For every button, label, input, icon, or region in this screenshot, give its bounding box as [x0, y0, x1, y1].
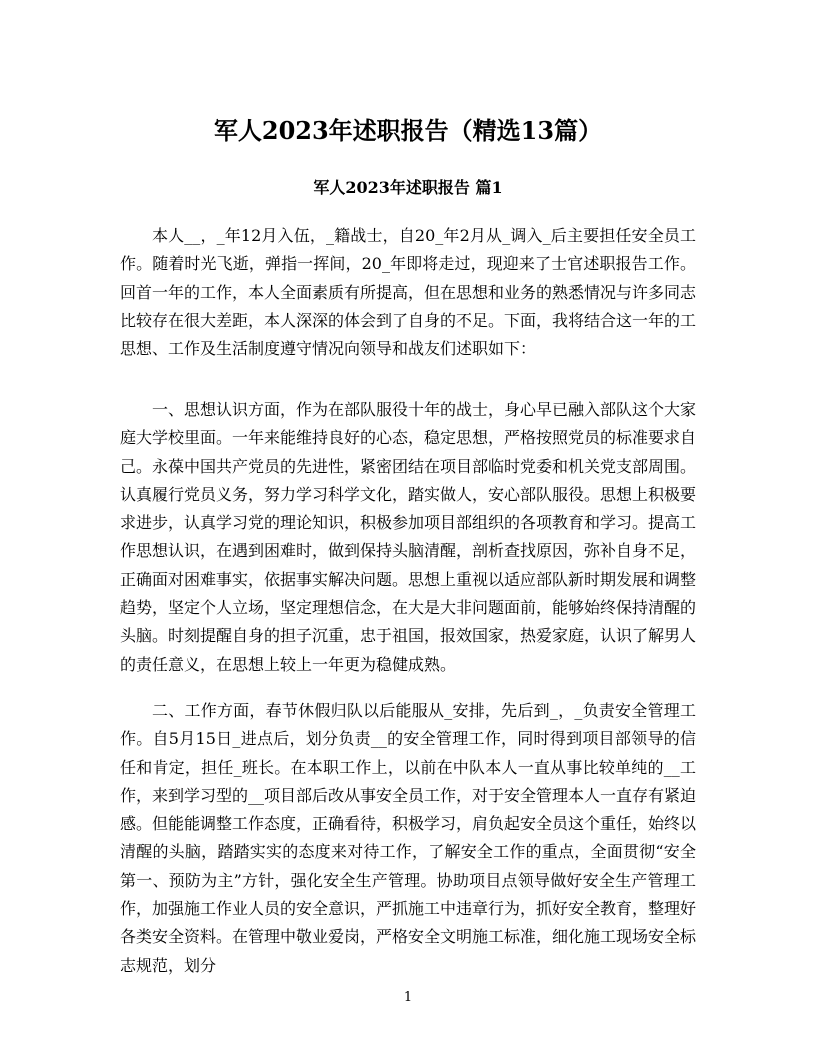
body-paragraph-work: 二、工作方面，春节休假归队以后能服从_安排，先后到_，_负责安全管理工作。自5月15日_进点后，划分负责__的安全管理工作，同时得到项目部领导的信任和肯定，担任_班长。在本职工作上，以前在中队本人一直从事比较单纯的__工作，来到学习型的__项目部后改从事安全员工作，对于安全管理本人一直存有紧迫感。但能能调整工作态度，正确看待，积极学习，肩负起安全员这个重任，始终以清醒的头脑，踏踏实实的态度来对待工作，了解安全工作的重点，全面贯彻“安全第一、预防为主”方针，强化安全生产管理。协助项目点领导做好安全生产管理工作，加强施工作业人员的安全意识，严抓施工中违章行为，抓好安全教育，整理好各类安全资料。在管理中敬业爱岗，严格安全文明施工标准，细化施工现场安全标志规范，划分 [120, 701, 697, 975]
body-paragraph-thought: 一、思想认识方面，作为在部队服役十年的战士，身心早已融入部队这个大家庭大学校里面。一年来能维持良好的心态，稳定思想，严格按照党员的标准要求自己。永葆中国共产党员的先进性，紧密团结在项目部临时党委和机关党支部周围。认真履行党员义务，努力学习科学文化，踏实做人，安心部队服役。思想上积极要求进步，认真学习党的理论知识，积极参加项目部组织的各项教育和学习。提高工作思想认识，在遇到困难时，做到保持头脑清醒，剖析查找原因，弥补自身不足，正确面对困难事实，依据事实解决问题。思想上重视以适应部队新时期发展和调整趋势，坚定个人立场，坚定理想信念，在大是大非问题面前，能够始终保持清醒的头脑。时刻提醒自身的担子沉重，忠于祖国，报效国家，热爱家庭，认识了解男人的责任意义，在思想上较上一年更为稳健成熟。 [120, 400, 697, 674]
body-paragraph-intro: 本人__，_年12月入伍，_籍战士，自20_年2月从_调入_后主要担任安全员工作。随着时光飞逝，弹指一挥间，20_年即将走过，现迎来了士官述职报告工作。回首一年的工作，本人全面素质有所提高，但在思想和业务的熟悉情况与许多同志比较存在很大差距，本人深深的体会到了自身的不足。下面，我将结合这一年的工思想、工作及生活制度遵守情况向领导和战友们述职如下： [120, 226, 697, 359]
document-title: 军人2023年述职报告（精选13篇） [213, 116, 603, 145]
section-title: 军人2023年述职报告 篇1 [313, 178, 503, 197]
page-number: 1 [403, 990, 413, 1005]
